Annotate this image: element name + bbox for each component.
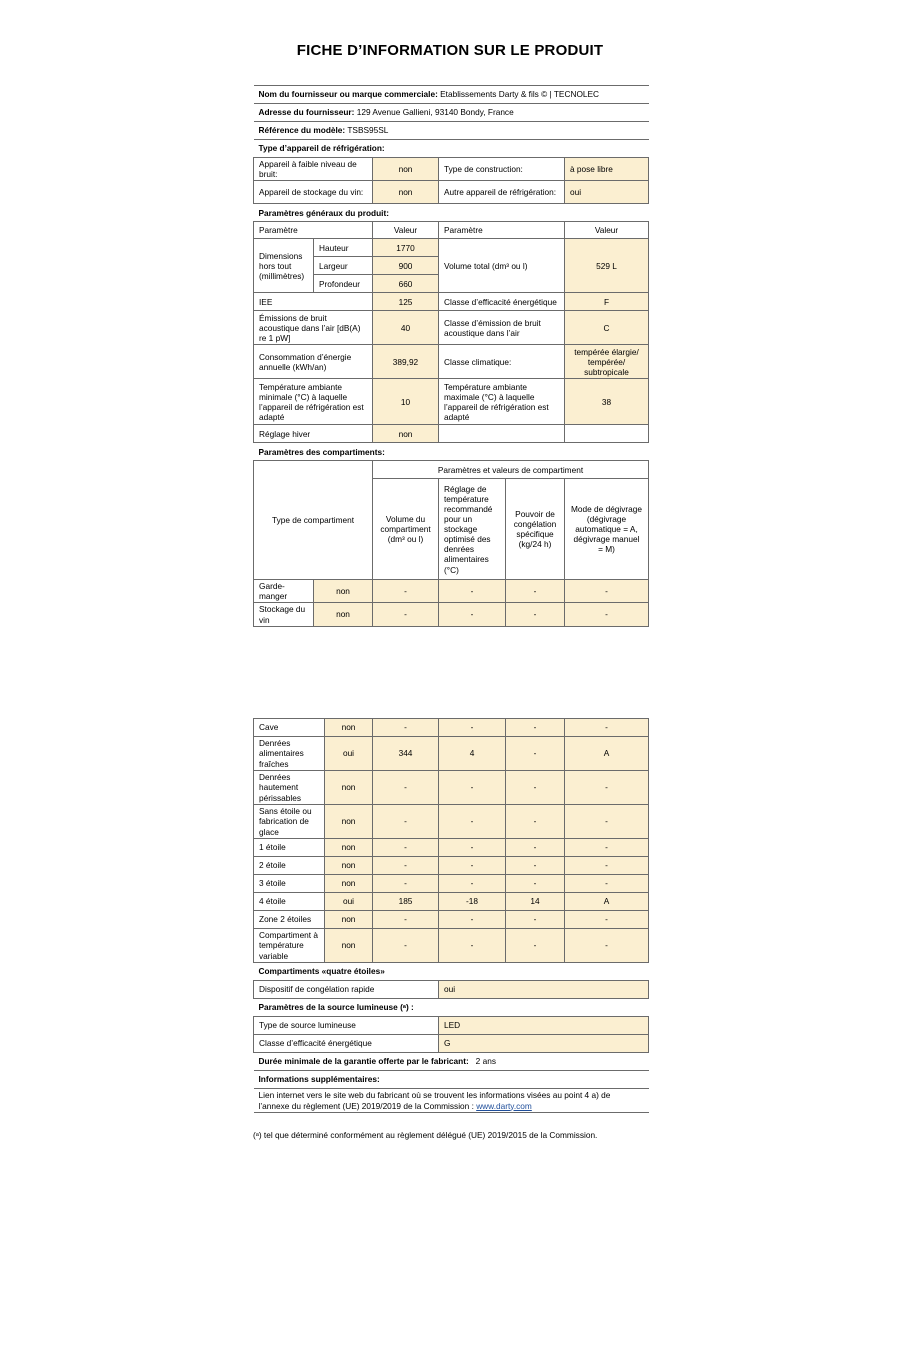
compartment-name: Garde-manger — [254, 580, 314, 603]
compartment-volume: - — [373, 580, 439, 603]
address-row: Adresse du fournisseur: 129 Avenue Gallieni, 93140 Bondy, France — [254, 104, 649, 122]
compartment-defrost: - — [565, 911, 649, 929]
iee-value: 125 — [373, 293, 439, 311]
model-row: Référence du modèle: TSBS95SL — [254, 122, 649, 140]
noise-value: 40 — [373, 311, 439, 345]
depth-value: 660 — [373, 275, 439, 293]
min-temp-label: Température ambiante minimale (°C) à laquelle l’appareil de réfrigération est adapté — [254, 379, 373, 425]
compartment-name: Zone 2 étoiles — [254, 911, 325, 929]
compartment-temp: - — [439, 929, 506, 963]
compartment-volume: - — [373, 603, 439, 626]
consumption-value: 389,92 — [373, 345, 439, 379]
compartment-present: non — [325, 875, 373, 893]
compartment-volume: 344 — [373, 737, 439, 771]
compartment-volume: - — [373, 929, 439, 963]
compartment-volume: - — [373, 911, 439, 929]
compartment-defrost: - — [565, 603, 649, 626]
winter-label: Réglage hiver — [254, 425, 373, 443]
compartment-temp: 4 — [439, 737, 506, 771]
width-label: Largeur — [314, 257, 373, 275]
empty-cell — [439, 425, 565, 443]
col-param-header: Paramètre — [254, 222, 373, 239]
climate-label: Classe climatique: — [439, 345, 565, 379]
compartment-row — [254, 603, 649, 626]
col-temp-header: Réglage de température recommandé pour un stockage optimisé des denrées alimentaires (°C) — [439, 479, 506, 580]
climate-value: tempérée élargie/ tempérée/ subtropicale — [565, 345, 649, 379]
other-appliance-label: Autre appareil de réfrigération: — [439, 181, 565, 204]
compartment-present: non — [325, 839, 373, 857]
light-class-value: G — [439, 1035, 649, 1053]
compartment-row — [254, 805, 649, 839]
compartment-freeze: - — [506, 771, 565, 805]
col-value-header: Valeur — [373, 222, 439, 239]
col-volume-header: Volume du compartiment (dm³ ou l) — [373, 479, 439, 580]
manufacturer-link[interactable]: www.darty.com — [476, 1100, 532, 1111]
compartments-table — [253, 718, 649, 1113]
min-temp-value: 10 — [373, 379, 439, 425]
compartment-row — [254, 719, 649, 737]
consumption-label: Consommation d’énergie annuelle (kWh/an) — [254, 345, 373, 379]
compartment-freeze: 14 — [506, 893, 565, 911]
compartment-row — [254, 875, 649, 893]
compartment-defrost: - — [565, 857, 649, 875]
compartment-temp: - — [439, 603, 506, 626]
compartment-present: non — [314, 580, 373, 603]
compartment-defrost: - — [565, 875, 649, 893]
height-label: Hauteur — [314, 239, 373, 257]
col-param-header-2: Paramètre — [439, 222, 565, 239]
compartment-volume: - — [373, 719, 439, 737]
light-class-label: Classe d’efficacité énergétique — [254, 1035, 439, 1053]
general-heading: Paramètres généraux du produit: — [254, 204, 649, 222]
compartment-defrost: - — [565, 805, 649, 839]
product-sheet-part1 — [253, 85, 648, 627]
light-heading: Paramètres de la source lumineuse (ᵃ) : — [254, 999, 649, 1017]
compartment-type-header: Type de compartiment — [254, 461, 373, 580]
width-value: 900 — [373, 257, 439, 275]
compartment-defrost: - — [565, 771, 649, 805]
compartment-name: Stockage du vin — [254, 603, 314, 626]
compartment-temp: - — [439, 857, 506, 875]
other-appliance-value: oui — [565, 181, 649, 204]
compartment-freeze: - — [506, 737, 565, 771]
winter-value: non — [373, 425, 439, 443]
compartment-row — [254, 857, 649, 875]
construction-label: Type de construction: — [439, 158, 565, 181]
light-type-label: Type de source lumineuse — [254, 1017, 439, 1035]
product-sheet-part2 — [253, 718, 648, 1113]
compartment-row — [254, 580, 649, 603]
compartment-present: non — [325, 771, 373, 805]
compartment-row — [254, 893, 649, 911]
compartment-name: 1 étoile — [254, 839, 325, 857]
max-temp-value: 38 — [565, 379, 649, 425]
page-title: FICHE D’INFORMATION SUR LE PRODUIT — [296, 42, 604, 59]
col-value-header-2: Valeur — [565, 222, 649, 239]
compartment-present: non — [325, 929, 373, 963]
max-temp-label: Température ambiante maximale (°C) à laquelle l’appareil de réfrigération est adapté — [439, 379, 565, 425]
compartment-group-header: Paramètres et valeurs de compartiment — [373, 461, 649, 479]
low-noise-label: Appareil à faible niveau de bruit: — [254, 158, 373, 181]
fast-freeze-value: oui — [439, 981, 649, 999]
fast-freeze-label: Dispositif de congélation rapide — [254, 981, 439, 999]
supplier-row: Nom du fournisseur ou marque commerciale: Etablissements Darty & fils © | TECNOLEC — [254, 86, 649, 104]
compartment-defrost: - — [565, 719, 649, 737]
wine-value: non — [373, 181, 439, 204]
iee-label: IEE — [254, 293, 373, 311]
compartment-row — [254, 771, 649, 805]
compartment-defrost: A — [565, 737, 649, 771]
compartment-volume: - — [373, 771, 439, 805]
type-heading: Type d’appareil de réfrigération: — [254, 140, 649, 158]
wine-label: Appareil de stockage du vin: — [254, 181, 373, 204]
light-type-value: LED — [439, 1017, 649, 1035]
compartment-freeze: - — [506, 875, 565, 893]
compartment-volume: - — [373, 805, 439, 839]
compartment-freeze: - — [506, 580, 565, 603]
compartment-defrost: A — [565, 893, 649, 911]
compartment-freeze: - — [506, 857, 565, 875]
volume-label: Volume total (dm³ ou l) — [439, 239, 565, 293]
compartment-defrost: - — [565, 580, 649, 603]
energy-class-value: F — [565, 293, 649, 311]
noise-class-label: Classe d’émission de bruit acoustique dans l’air — [439, 311, 565, 345]
compartment-temp: - — [439, 875, 506, 893]
footnote: (ᵃ) tel que déterminé conformément au règlement délégué (UE) 2019/2015 de la Commission. — [253, 1130, 598, 1140]
compartment-row — [254, 911, 649, 929]
compartment-present: non — [325, 857, 373, 875]
compartment-temp: -18 — [439, 893, 506, 911]
compartment-name: 2 étoile — [254, 857, 325, 875]
compartment-row — [254, 929, 649, 963]
compartment-freeze: - — [506, 719, 565, 737]
compartment-temp: - — [439, 580, 506, 603]
construction-value: à pose libre — [565, 158, 649, 181]
noise-label: Émissions de bruit acoustique dans l’air [dB(A) re 1 pW] — [254, 311, 373, 345]
compartment-name: Denrées alimentaires fraîches — [254, 737, 325, 771]
compartment-volume: - — [373, 875, 439, 893]
low-noise-value: non — [373, 158, 439, 181]
compartment-temp: - — [439, 719, 506, 737]
compartment-name: Cave — [254, 719, 325, 737]
compartment-present: non — [325, 719, 373, 737]
height-value: 1770 — [373, 239, 439, 257]
compartment-name: 4 étoile — [254, 893, 325, 911]
compartment-freeze: - — [506, 805, 565, 839]
col-freeze-header: Pouvoir de congélation spécifique (kg/24 h) — [506, 479, 565, 580]
compartment-volume: 185 — [373, 893, 439, 911]
empty-cell — [565, 425, 649, 443]
compartment-temp: - — [439, 805, 506, 839]
compartment-temp: - — [439, 911, 506, 929]
four-star-heading: Compartiments «quatre étoiles» — [254, 963, 649, 981]
compartment-name: Denrées hautement périssables — [254, 771, 325, 805]
compartment-defrost: - — [565, 929, 649, 963]
compartment-row — [254, 737, 649, 771]
compartment-present: non — [314, 603, 373, 626]
depth-label: Profondeur — [314, 275, 373, 293]
compartment-temp: - — [439, 771, 506, 805]
info-table — [253, 85, 649, 627]
compartment-present: non — [325, 805, 373, 839]
col-defrost-header: Mode de dégivrage (dégivrage automatique = A, dégivrage manuel = M) — [565, 479, 649, 580]
energy-class-label: Classe d’efficacité énergétique — [439, 293, 565, 311]
compartment-present: oui — [325, 737, 373, 771]
additional-heading: Informations supplémentaires: — [254, 1071, 649, 1089]
volume-value: 529 L — [565, 239, 649, 293]
compartment-name: Sans étoile ou fabrication de glace — [254, 805, 325, 839]
compartment-defrost: - — [565, 839, 649, 857]
additional-text: Lien internet vers le site web du fabricant où se trouvent les informations visées au point 4 a) de l’annexe du règlement (UE) 2019/2019 de la Commission : www.darty.com — [254, 1089, 649, 1113]
compartment-name: Compartiment à température variable — [254, 929, 325, 963]
compartment-freeze: - — [506, 839, 565, 857]
warranty-row: Durée minimale de la garantie offerte par le fabricant: 2 ans — [254, 1053, 649, 1071]
compartment-present: non — [325, 911, 373, 929]
compartment-freeze: - — [506, 929, 565, 963]
compartment-freeze: - — [506, 603, 565, 626]
compartment-volume: - — [373, 857, 439, 875]
compartment-volume: - — [373, 839, 439, 857]
compartment-row — [254, 839, 649, 857]
dimensions-label: Dimensions hors tout (millimètres) — [254, 239, 314, 293]
compartment-present: oui — [325, 893, 373, 911]
compartments-heading: Paramètres des compartiments: — [254, 443, 649, 461]
compartment-name: 3 étoile — [254, 875, 325, 893]
compartment-freeze: - — [506, 911, 565, 929]
compartment-temp: - — [439, 839, 506, 857]
noise-class-value: C — [565, 311, 649, 345]
